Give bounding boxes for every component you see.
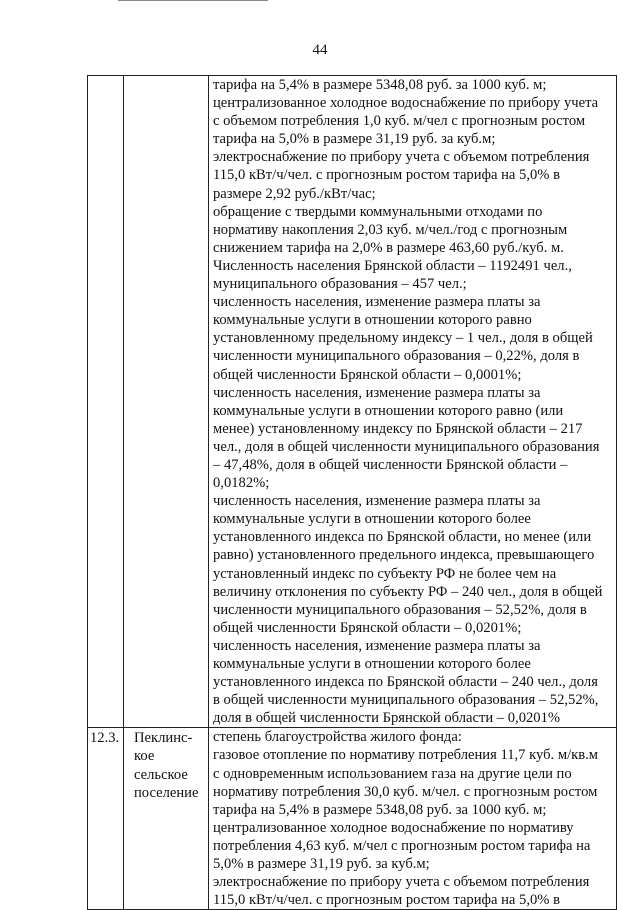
text-line: 0,0182%; bbox=[213, 475, 270, 492]
row-number-cell bbox=[88, 76, 124, 728]
text-line: общей численности Брянской области – 0,0201%; bbox=[213, 619, 522, 636]
description-cell bbox=[209, 728, 617, 910]
text-line: газовое отопление по нормативу потребления 11,7 куб. м/кв.м bbox=[213, 747, 598, 764]
text-line: установленный индекс по субъекту РФ не более чем на bbox=[213, 565, 557, 582]
text-line: степень благоустройства жилого фонда: bbox=[213, 729, 462, 746]
top-edge-line bbox=[118, 0, 268, 1]
text-line: установленного индекса по Брянской области, но менее (или bbox=[213, 529, 592, 546]
text-line: величину отклонения по субъекту РФ – 240 чел., доля в общей bbox=[213, 583, 603, 600]
text-line: тарифа на 5,0% в размере 31,19 руб. за куб.м; bbox=[213, 131, 496, 148]
text-line: в общей численности муниципального образования – 52,52%, bbox=[213, 692, 599, 709]
text-line: муниципального образования – 457 чел.; bbox=[213, 276, 467, 293]
text-line: численности муниципального образования – 0,22%, доля в bbox=[213, 348, 580, 365]
text-line: с объемом потребления 1,0 куб. м/чел с прогнозным ростом bbox=[213, 113, 586, 130]
text-line: размере 2,92 руб./кВт/час; bbox=[213, 185, 376, 202]
text-line: 115,0 кВт/ч/чел. с прогнозным ростом тарифа на 5,0% в bbox=[213, 892, 560, 909]
table-row-12-3 bbox=[88, 728, 617, 910]
text-line: коммунальные услуги в отношении которого более bbox=[213, 656, 531, 672]
text-line: коммунальные услуги в отношении которого равно (или bbox=[213, 402, 564, 419]
text-line: потребления 4,63 куб. м/чел с прогнозным ростом тарифа на bbox=[213, 837, 591, 854]
text-line: доля в общей численности Брянской области – 0,0201% bbox=[213, 710, 561, 727]
text-line: коммунальные услуги в отношении которого более bbox=[213, 511, 531, 528]
text-line: установленного индекса по Брянской области – 240 чел., доля bbox=[213, 674, 598, 691]
text-line: численности муниципального образования – 52,52%, доля в bbox=[213, 601, 587, 618]
text-line: электроснабжение по прибору учета с объемом потребления bbox=[213, 874, 590, 891]
row-number-cell: 12.3. bbox=[88, 728, 124, 910]
text-line: обращение с твердыми коммунальными отходами по bbox=[213, 203, 543, 220]
page-number: 44 bbox=[312, 42, 328, 58]
text-line: – 47,48%, доля в общей численности Брянской области – bbox=[213, 456, 568, 473]
text-line: установленному предельному индексу – 1 чел., доля в общей bbox=[213, 330, 593, 347]
text-line: тарифа на 5,4% в размере 5348,08 руб. за 1000 куб. м; bbox=[213, 77, 547, 93]
text-line: с одновременным использованием газа на другие цели по bbox=[213, 765, 572, 782]
text-line: коммунальные услуги в отношении которого равно bbox=[213, 312, 532, 329]
text-line: нормативу потребления 30,0 куб. м/чел. с прогнозным ростом bbox=[213, 783, 598, 800]
text-line: централизованное холодное водоснабжение по прибору учета bbox=[213, 95, 599, 112]
text-line: электроснабжение по прибору учета с объемом потребления bbox=[213, 149, 590, 166]
text-line: снижением тарифа на 2,0% в размере 463,60 руб./куб. м. bbox=[213, 239, 564, 256]
text-line: численность населения, изменение размера платы за bbox=[213, 493, 541, 510]
text-line: чел., доля в общей численности муниципального образования bbox=[213, 438, 600, 455]
municipality-name-cell bbox=[124, 76, 209, 728]
text-line: Численность населения Брянской области – 1192491 чел., bbox=[213, 257, 572, 274]
text-line: численность населения, изменение размера платы за bbox=[213, 294, 541, 311]
text-line: 5,0% в размере 31,19 руб. за куб.м; bbox=[213, 856, 430, 873]
description-cell bbox=[209, 76, 617, 728]
text-line: равно) установленного предельного индекса, превышающего bbox=[213, 547, 595, 564]
text-line: общей численности Брянской области – 0,0001%; bbox=[213, 366, 522, 383]
text-line: менее) установленному индексу по Брянской области – 217 bbox=[213, 420, 583, 437]
text-line: тарифа на 5,4% в размере 5348,08 руб. за 1000 куб. м; bbox=[213, 801, 547, 818]
text-line: централизованное холодное водоснабжение по нормативу bbox=[213, 819, 574, 836]
text-line: нормативу накопления 2,03 куб. м/чел./год с прогнозным bbox=[213, 221, 568, 238]
table-body bbox=[88, 76, 617, 910]
municipality-table bbox=[87, 75, 617, 910]
text-line: численность населения, изменение размера платы за bbox=[213, 637, 541, 654]
table-row-continuation bbox=[88, 76, 617, 728]
text-line: численность населения, изменение размера платы за bbox=[213, 384, 541, 401]
municipality-name-cell: Пеклинс- кое сельское поселение bbox=[124, 728, 209, 910]
text-line: 115,0 кВт/ч/чел. с прогнозным ростом тарифа на 5,0% в bbox=[213, 167, 560, 184]
